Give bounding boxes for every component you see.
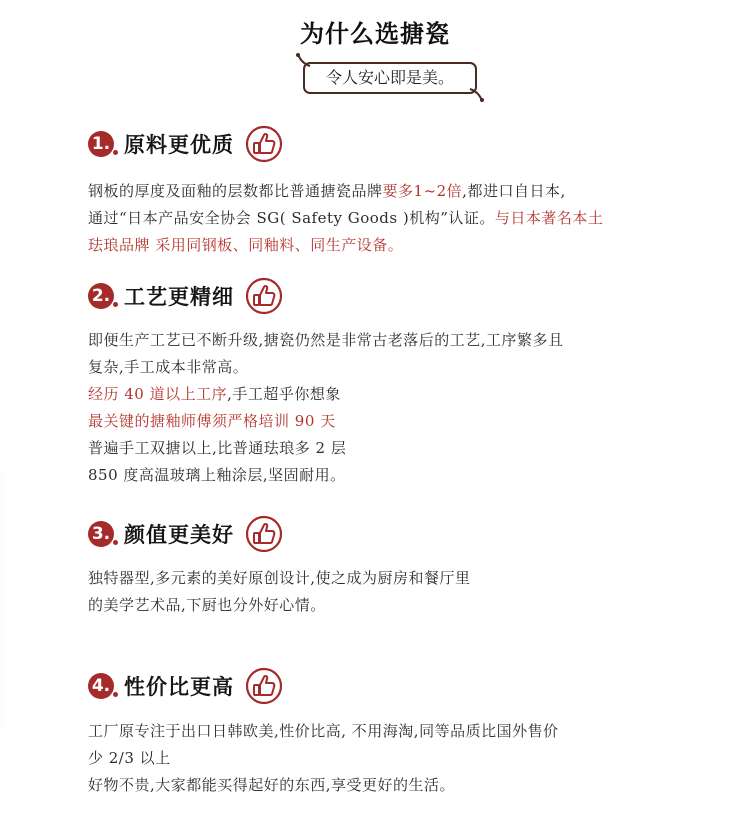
body-line [88,232,668,259]
body-text: 即便生产工艺已不断升级,搪瓷仍然是非常古老落后的工艺,工序繁多且 [88,331,564,349]
body-text: 少 2/3 以上 [88,749,171,767]
body-line [88,327,668,354]
thumbs-up-icon [244,514,284,554]
body-text: 好物不贵,大家都能买得起好的东西,享受更好的生活。 [88,776,456,794]
section-number-badge: 1. [88,131,114,157]
body-text: 钢板的厚度及面釉的层数都比普通搪瓷品牌 [88,182,383,200]
body-line [88,381,668,408]
section-title: 性价比更高 [124,675,234,699]
section-number-badge: 3. [88,521,114,547]
section-head-1 [88,124,284,164]
thumbs-up-icon [244,124,284,164]
highlighted-text: 最关键的搪釉师傅须严格培训 90 天 [88,412,336,430]
highlighted-text: 要多1~2倍 [382,182,463,200]
body-text: 的美学艺术品,下厨也分外好心情。 [88,596,326,614]
body-line [88,718,668,745]
body-line [88,565,668,592]
section-3-body [88,565,668,619]
body-line [88,205,668,232]
body-line [88,354,668,381]
body-line [88,408,668,435]
body-text: ,手工超乎你想象 [227,385,341,403]
highlighted-text: 与日本著名本土 [494,209,604,227]
body-line [88,462,668,489]
ornament-right-icon [468,87,488,103]
highlighted-text: 经历 40 道以上工序 [88,385,228,403]
body-text: 通过“日本产品安全协会 SG( Safety Goods )机构”认证。 [88,209,495,227]
body-text: 普遍手工双搪以上,比普通珐琅多 2 层 [88,439,347,457]
section-2-body [88,327,668,489]
thumbs-up-icon [244,276,284,316]
section-number-badge: 2. [88,283,114,309]
tagline-text: 令人安心即是美。 [325,68,454,87]
tagline-box [303,62,477,94]
body-line [88,592,668,619]
page-title: 为什么选搪瓷 [300,20,450,48]
body-text: 工厂原专注于出口日韩欧美,性价比高, 不用海淘,同等品质比国外售价 [88,722,559,740]
thumbs-up-icon [244,666,284,706]
body-text: 850 度高温玻璃上釉涂层,坚固耐用。 [88,466,346,484]
section-head-2 [88,276,284,316]
ornament-left-icon [292,52,312,68]
body-line [88,178,668,205]
section-head-3 [88,514,284,554]
section-head-4 [88,666,284,706]
section-title: 原料更优质 [124,133,234,157]
background-shade [0,470,10,730]
section-title: 颜值更美好 [124,523,234,547]
body-text: 独特器型,多元素的美好原创设计,使之成为厨房和餐厅里 [88,569,471,587]
body-line [88,435,668,462]
section-1-body [88,178,668,259]
body-line [88,745,668,772]
body-text: 复杂,手工成本非常高。 [88,358,249,376]
section-title: 工艺更精细 [124,285,234,309]
highlighted-text: 珐琅品牌 采用同钢板、同釉料、同生产设备。 [88,236,404,254]
body-text: ,都进口自日本, [462,182,566,200]
section-number-badge: 4. [88,673,114,699]
section-4-body [88,718,668,799]
body-line [88,772,668,799]
